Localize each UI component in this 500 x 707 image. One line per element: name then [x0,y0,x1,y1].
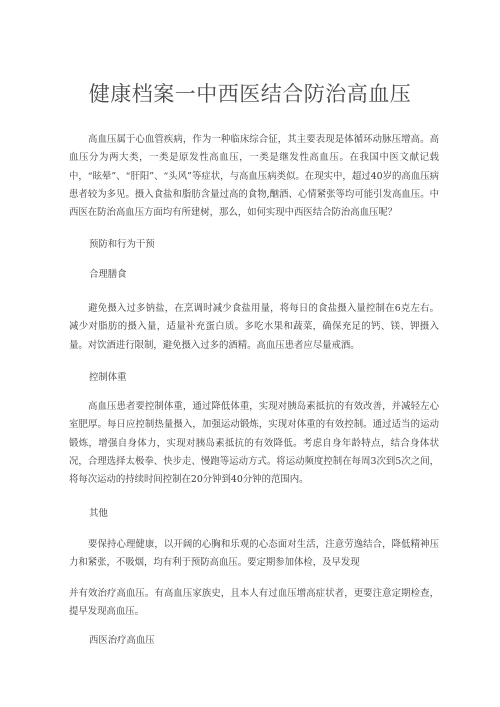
subheading-weight-control: 控制体重 [89,372,127,383]
document-title: 健康档案一中西医结合防治高血压 [88,82,412,106]
subheading-diet: 合理膳食 [89,269,127,280]
section-heading-western-treatment: 西医治疗高血压 [89,635,155,646]
intro-paragraph: 高血压属于心血管疾病，作为一种临床综合征，其主要表现是体循环动脉压增高。高血压分为两大类，一类是原发性高血压，一类是继发性高血压。在我国中医文献记载中，“眩晕”、“肝阳”、“头风”等症状，与高血压病类似。在现实中，超过40岁的高血压病患者较为多见。摄入食盐和脂肪含量过高的食物,酗酒、心情紧张等均可能引发高血压。中西医在防治高血压方面均有所建树，那么，如何实现中西医结合防治高血压呢？ [69,134,439,219]
other-paragraph-part1: 要保持心理健康，以开阔的心胸和乐观的心态面对生活，注意劳逸结合，降低精神压力和紧张，不吸烟，均有利于预防高血压。要定期参加体检，及早发现 [69,539,439,569]
weight-control-paragraph: 高血压患者要控制体重，通过降低体重，实现对胰岛素抵抗的有效改善，并减轻左心室肥厚。每日应控制热量摄入，加强运动锻炼，实现对体重的有效控制。通过适当的运动锻炼，增强自身体力，实现对胰岛素抵抗的有效降低。考虑自身年龄特点，结合身体状况，合理选择太极拳、快步走、慢跑等运动方式。将运动频度控制在每周3次到5次之间，将每次运动的持续时间控制在20分钟到40分钟的范围内。 [69,401,439,486]
other-paragraph-part2: 并有效治疗高血压。有高血压家族史，且本人有过血压增高症状者，更要注意定期检查，提早发现高血压。 [69,588,439,618]
diet-paragraph: 避免摄入过多钠盐，在烹调时减少食盐用量，将每日的食盐摄入量控制在6克左右。减少对脂肪的摄入量，适量补充蛋白质。多吃水果和蔬菜，确保充足的钙、镁、钾摄入量。对饮酒进行限制，避免摄入过多的酒精。高血压患者应尽量戒酒。 [69,303,439,351]
section-heading-prevention: 预防和行为干预 [89,239,155,250]
subheading-other: 其他 [89,508,108,519]
